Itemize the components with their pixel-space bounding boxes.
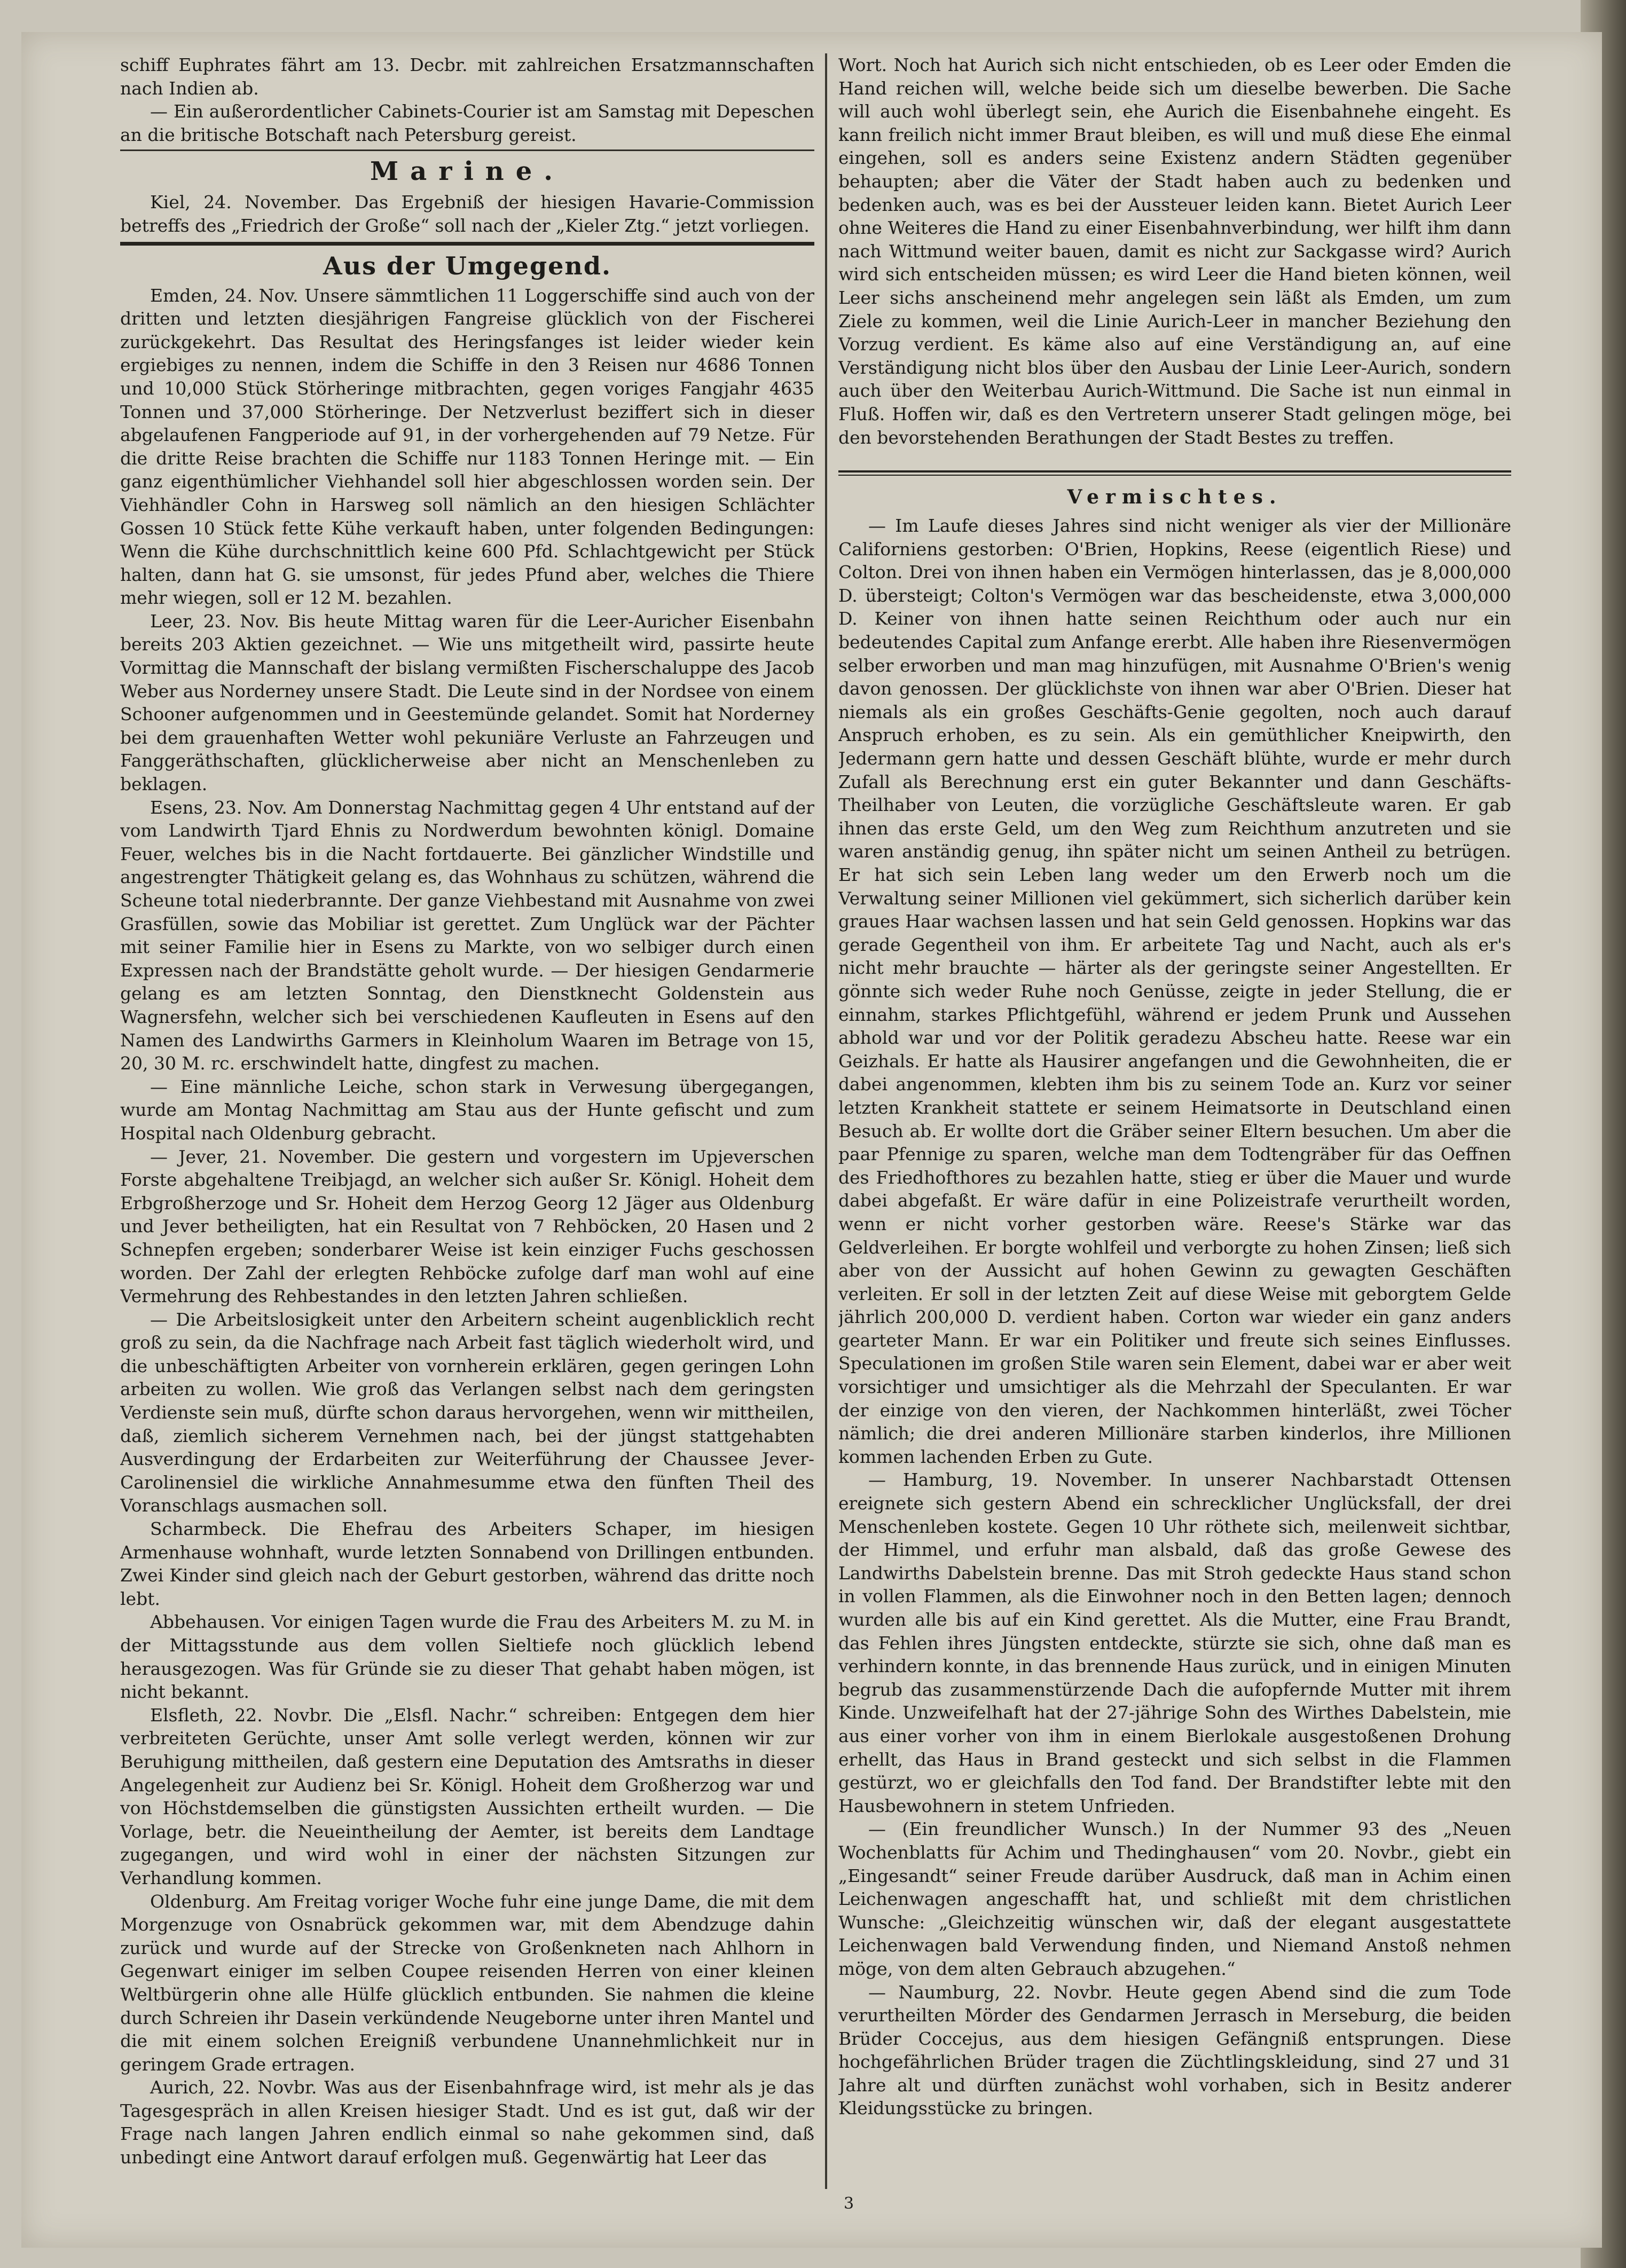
left-column [120, 53, 814, 2200]
section-divider [838, 470, 1511, 476]
section-divider [120, 242, 814, 246]
intro-paragraph-1: schiff Euphrates fährt am 13. Decbr. mit zahlreichen Ersatzmannschaften nach Indien ab. [120, 54, 814, 99]
article-abbehausen: Abbehausen. Vor einigen Tagen wurde die Frau des Arbeiters M. zu M. in der Mittagsstunde aus dem vollen Sieltiefe noch glücklich lebend herausgezogen. Was für Gründe sie zu dieser That gehabt haben mögen, ist nicht bekannt. [120, 1611, 814, 1703]
newspaper-page [21, 32, 1602, 2248]
article-elsfleth: Elsfleth, 22. Novbr. Die „Elsfl. Nachr.“ schreiben: Entgegen dem hier verbreiteten Gerüchte, unser Amt solle verlegt werden, können wir zur Beruhigung mittheilen, daß gestern eine Deputation des Amtsraths in dieser Angelegenheit zur Audienz bei Sr. Königl. Hoheit dem Großherzog war und von Höchstdemselben die günstigsten Aussichten ertheilt wurden. — Die Vorlage, betr. die Neueintheilung der Aemter, ist bereits dem Landtage zugegangen, und wird wohl in einer der nächsten Sitzungen zur Verhandlung kommen. [120, 1704, 814, 1888]
right-column [838, 53, 1511, 2200]
umgegend-heading: Aus der Umgegend. [323, 251, 611, 280]
column-rule [825, 53, 827, 2189]
vermischtes-heading: Vermischtes. [1067, 486, 1283, 509]
article-leer: Leer, 23. Nov. Bis heute Mittag waren für die Leer-Auricher Eisenbahn bereits 203 Aktien gezeichnet. — Wie uns mitgetheilt wird, passirte heute Vormittag die Mannschaft der bislang vermißten Fischerschaluppe des Jacob Weber aus Norderney unsere Stadt. Die Leute sind in der Nordsee von einem Schooner aufgenommen und in Geestemünde gelandet. Somit hat Norderney bei dem grauenhaften Wetter wohl pekuniäre Verluste an Fahrzeugen und Fanggeräthschaften, glücklicherweise aber nicht an Menschenleben zu beklagen. [120, 610, 814, 795]
article-arbeitslosigkeit: — Die Arbeitslosigkeit unter den Arbeitern scheint augenblicklich recht groß zu sein, da die Nachfrage nach Arbeit fast täglich wiederholt wird, und die unbeschäftigten Arbeiter von vornherein erklären, gegen geringen Lohn arbeiten zu wollen. Wie groß das Verlangen selbst nach dem geringsten Verdienste sein muß, dürfte schon daraus hervorgehen, wenn wir mittheilen, daß, ziemlich sicherem Vernehmen nach, bei der jüngst stattgehabten Ausverdingung der Erdarbeiten zur Weiterführung der Chaussee Jever-Carolinensiel die wirkliche Annahmesumme etwa den fünften Theil des Voranschlags ausmachen soll. [120, 1309, 814, 1516]
aurich-continuation: Wort. Noch hat Aurich sich nicht entschieden, ob es Leer oder Emden die Hand reichen will, welche beide sich um dieselbe bewerben. Die Sache will auch wohl überlegt sein, ehe Aurich die Eisenbahnehe eingeht. Es kann freilich nicht immer Braut bleiben, es will und muß diese Ehe einmal eingehen, soll es anders seine Existenz andern Städten gegenüber behaupten; aber die Väter der Stadt haben auch zu bedenken und bedenken auch, was es bei der Aussteuer leiden kann. Bietet Aurich Leer ohne Weiteres die Hand zu einer Eisenbahnverbindung, wer hilft ihm dann nach Wittmund weiter bauen, damit es nicht zur Sackgasse wird? Aurich wird sich entscheiden müssen; es wird Leer die Hand bieten können, weil Leer sichs anscheinend mehr angelegen sein läßt als Emden, um zum Ziele zu kommen, weil die Linie Aurich-Leer in mancher Beziehung den Vorzug verdient. Es käme also auf eine Verständigung an, auf eine Verständigung nicht blos über den Ausbau der Linie Leer-Aurich, sondern auch über den Weiterbau Aurich-Wittmund. Die Sache ist nun einmal in Fluß. Hoffen wir, daß es den Vertretern unserer Stadt gelingen möge, bei den bevorstehenden Berathungen der Stadt Bestes zu treffen. [838, 54, 1511, 448]
article-jever: — Jever, 21. November. Die gestern und vorgestern im Upjeverschen Forste abgehaltene Treibjagd, an welcher sich außer Sr. Königl. Hoheit dem Erbgroßherzoge und Sr. Hoheit dem Herzog Georg 12 Jäger aus Oldenburg und Jever betheiligten, hat ein Resultat von 7 Rehböcken, 20 Hasen und 2 Schnepfen ergeben; sonderbarer Weise ist kein einziger Fuchs geschossen worden. Der Zahl der erlegten Rehböcke zufolge darf man wohl auf eine Vermehrung des Rehbestandes in den letzten Jahren schließen. [120, 1146, 814, 1307]
marine-heading: Marine. [370, 156, 564, 187]
intro-paragraph-2: — Ein außerordentlicher Cabinets-Courier ist am Samstag mit Depeschen an die britische Botschaft nach Petersburg gereist. [120, 101, 814, 145]
marine-paragraph: Kiel, 24. November. Das Ergebniß der hiesigen Havarie-Commission betreffs des „Friedrich der Große“ soll nach der „Kieler Ztg.“ jetzt vorliegen. [120, 192, 814, 236]
article-hamburg: — Hamburg, 19. November. In unserer Nachbarstadt Ottensen ereignete sich gestern Abend ein schrecklicher Unglücksfall, der drei Menschenleben kostete. Gegen 10 Uhr röthete sich, meilenweit sichtbar, der Himmel, und erfuhr man alsbald, daß das große Gewese des Landwirths Dabelstein brenne. Das mit Stroh gedeckte Haus stand schon in vollen Flammen, als die Einwohner noch in den Betten lagen; dennoch wurden alle bis auf ein Kind gerettet. Als die Mutter, eine Frau Brandt, das Fehlen ihres Jüngsten entdeckte, stürzte sie sich, ohne daß man es verhindern konnte, in das brennende Haus zurück, und in einigen Minuten begrub das zusammenstürzende Dach die aufopfernde Mutter mit ihrem Kinde. Unzweifelhaft hat der 27-jährige Sohn des Wirthes Dabelstein, mie aus einer vorher von ihm in einem Bierlokale ausgestoßenen Drohung erhellt, das Haus in Brand gesteckt und sich selbst in die Flammen gestürzt, wo er gleichfalls den Tod fand. Der Brandstifter lebte mit den Hausbewohnern in stetem Unfrieden. [838, 1469, 1511, 1816]
article-oldenburg: Oldenburg. Am Freitag voriger Woche fuhr eine junge Dame, die mit dem Morgenzuge von Osnabrück gekommen war, mit dem Abendzuge dahin zurück und wurde auf der Strecke von Großenkneten nach Ahlhorn in Gegenwart einiger im selben Coupee reisenden Herren von einer kleinen Weltbürgerin ohne alle Hülfe glücklich entbunden. Sie nahmen die kleine durch Schreien ihr Dasein verkündende Neugeborne unter ihren Mantel und die mit einem solchen Ereigniß verbundene Unannehmlichkeit nur in geringem Grade ertragen. [120, 1891, 814, 2075]
section-divider [120, 149, 814, 151]
article-naumburg: — Naumburg, 22. Novbr. Heute gegen Abend sind die zum Tode verurtheilten Mörder des Gendarmen Jerrasch in Merseburg, die beiden Brüder Coccejus, aus dem hiesigen Gefängniß entsprungen. Diese hochgefährlichen Brüder tragen die Züchtlingskleidung, sind 27 und 31 Jahre alt und dürften zunächst wohl vorhaben, sich in Besitz anderer Kleidungsstücke zu bringen. [838, 1981, 1511, 2119]
article-wunsch: — (Ein freundlicher Wunsch.) In der Nummer 93 des „Neuen Wochenblatts für Achim und Thedinghausen“ vom 20. Novbr., giebt ein „Eingesandt“ seiner Freude darüber Ausdruck, daß man in Achim einen Leichenwagen angeschafft hat, und schließt mit dem christlichen Wunsche: „Gleichzeitig wünschen wir, daß der elegant ausgestattete Leichenwagen bald Verwendung finden, und Niemand Anstoß nehmen möge, von dem alten Gebrauch abzugehen.“ [838, 1818, 1511, 1979]
article-esens: Esens, 23. Nov. Am Donnerstag Nachmittag gegen 4 Uhr entstand auf der vom Landwirth Tjard Ehnis zu Nordwerdum bewohnten königl. Domaine Feuer, welches bis in die Nacht fortdauerte. Bei gänzlicher Windstille und angestrengter Thätigkeit gelang es, das Wohnhaus zu schützen, während die Scheune total niederbrannte. Der ganze Viehbestand mit Ausnahme von zwei Grasfüllen, sowie das Mobiliar ist gerettet. Zum Unglück war der Pächter mit seiner Familie hier in Esens zu Markte, von wo selbiger durch einen Expressen nach der Brandstätte geholt wurde. — Der hiesigen Gendarmerie gelang es am letzten Sonntag, den Dienstknecht Goldenstein aus Wagnersfehn, welcher sich bei verschiedenen Kaufleuten in Esens auf den Namen des Landwirths Garmers in Kleinholum Waaren im Betrage von 15, 20, 30 M. rc. erschwindelt hatte, dingfest zu machen. [120, 797, 814, 1074]
signature-mark: 3 [844, 2194, 854, 2213]
article-millionaere: — Im Laufe dieses Jahres sind nicht weniger als vier der Millionäre Californiens gestorben: O'Brien, Hopkins, Reese (eigentlich Riese) und Colton. Drei von ihnen haben ein Vermögen hinterlassen, das je 8,000,000 D. übersteigt; Colton's Vermögen war das bescheidenste, etwa 3,000,000 D. Keiner von ihnen hatte seinen Reichthum oder auch nur ein bedeutendes Capital zum Anfange ererbt. Alle haben ihre Riesenvermögen selber erworben und man mag hinzufügen, mit Ausnahme O'Brien's wenig davon genossen. Der glücklichste von ihnen war aber O'Brien. Dieser hat niemals als ein großes Geschäfts-Genie gegolten, noch auch darauf Anspruch erhoben, es zu sein. Als ein gemüthlicher Kneipwirth, den Jedermann gern hatte und dessen Geschäft blühte, wurde er mehr durch Zufall als Berechnung erst ein guter Bekannter und dann Geschäfts-Theilhaber von Leuten, die vorzügliche Geschäftsleute waren. Er gab ihnen das erste Geld, um den Weg zum Reichthum anzutreten und sie waren anständig genug, ihn später nicht um seinen Antheil zu betrügen. Er hat sich sein Leben lang weder um den Erwerb noch um die Verwaltung seiner Millionen viel gekümmert, sich sicherlich darüber kein graues Haar wachsen lassen und hat sein Geld genossen. Hopkins war das gerade Gegentheil von ihm. Er arbeitete Tag und Nacht, auch als er's nicht mehr brauchte — härter als der geringste seiner Angestellten. Er gönnte sich weder Ruhe noch Genüsse, zeigte in jeder Stellung, die er einnahm, starkes Pflichtgefühl, während er jedem Prunk und Aussehen abhold war und vor der Politik geradezu Abscheu hatte. Reese war ein Geizhals. Er hatte als Hausirer angefangen und die Gewohnheiten, die er dabei angenommen, klebten ihm bis zu seinem Tode an. Kurz vor seiner letzten Krankheit stattete er seinem Heimatsorte in Deutschland einen Besuch ab. Er wollte dort die Gräber seiner Eltern besuchen. Um aber die paar Pfennige zu sparen, welche man dem Todtengräber für das Oeffnen des Friedhofthores zu bezahlen hatte, stieg er über die Mauer und wurde dabei abgefaßt. Er wäre dafür in eine Polizeistrafe verurtheilt worden, wenn er nicht vorher gestorben wäre. Reese's Stärke war das Geldverleihen. Er borgte wohlfeil und verborgte zu hohen Zinsen; ließ sich aber von der Aussicht auf hohen Gewinn zu gewagten Geschäften verleiten. Er soll in der letzten Zeit auf diese Weise mit geborgtem Gelde jährlich 200,000 D. verdient haben. Corton war wieder ein ganz anders gearteter Mann. Er war ein Politiker und freute sich seines Einflusses. Speculationen im großen Stile waren sein Element, dabei war er aber weit vorsichtiger und umsichtiger als die Mehrzahl der Speculanten. Er war der einzige von den vieren, der Nachkommen hinterläßt, zwei Töcher nämlich; die drei anderen Millionäre starben kinderlos, ihre Millionen kommen lachenden Erben zu Gute. [838, 515, 1511, 1467]
article-emden: Emden, 24. Nov. Unsere sämmtlichen 11 Loggerschiffe sind auch von der dritten und letzten diesjährigen Fangreise glücklich von der Fischerei zurückgekehrt. Das Resultat des Heringsfanges ist leider wieder kein ergiebiges zu nennen, indem die Schiffe in den 3 Reisen nur 4686 Tonnen und 10,000 Stück Störheringe mitbrachten, gegen voriges Fangjahr 4635 Tonnen und 37,000 Störheringe. Der Netzverlust beziffert sich in dieser abgelaufenen Fangperiode auf 91, in der vorhergehenden auf 79 Netze. Für die dritte Reise brachten die Schiffe nur 1183 Tonnen Heringe mit. — Ein ganz eigenthümlicher Viehhandel soll hier abgeschlossen worden sein. Der Viehhändler Cohn in Harsweg soll nämlich an den hiesigen Schlächter Gossen 10 Stück fette Kühe verkauft haben, unter folgenden Bedingungen: Wenn die Kühe durchschnittlich keine 600 Pfd. Schlachtgewicht per Stück halten, dann hat G. sie umsonst, für jedes Pfund aber, welches die Thiere mehr wiegen, soll er 12 M. bezahlen. [120, 285, 814, 609]
article-scharmbeck: Scharmbeck. Die Ehefrau des Arbeiters Schaper, im hiesigen Armenhause wohnhaft, wurde letzten Sonnabend von Drillingen entbunden. Zwei Kinder sind gleich nach der Geburt gestorben, während das dritte noch lebt. [120, 1518, 814, 1609]
article-leiche: — Eine männliche Leiche, schon stark in Verwesung übergegangen, wurde am Montag Nachmittag am Stau aus der Hunte gefischt und zum Hospital nach Oldenburg gebracht. [120, 1076, 814, 1144]
article-aurich: Aurich, 22. Novbr. Was aus der Eisenbahnfrage wird, ist mehr als je das Tagesgespräch in allen Kreisen hiesiger Stadt. Und es ist gut, daß wir der Frage nach langen Jahren endlich einmal so nahe gekommen sind, daß unbedingt eine Antwort darauf erfolgen muß. Gegenwärtig hat Leer das [120, 2077, 814, 2168]
